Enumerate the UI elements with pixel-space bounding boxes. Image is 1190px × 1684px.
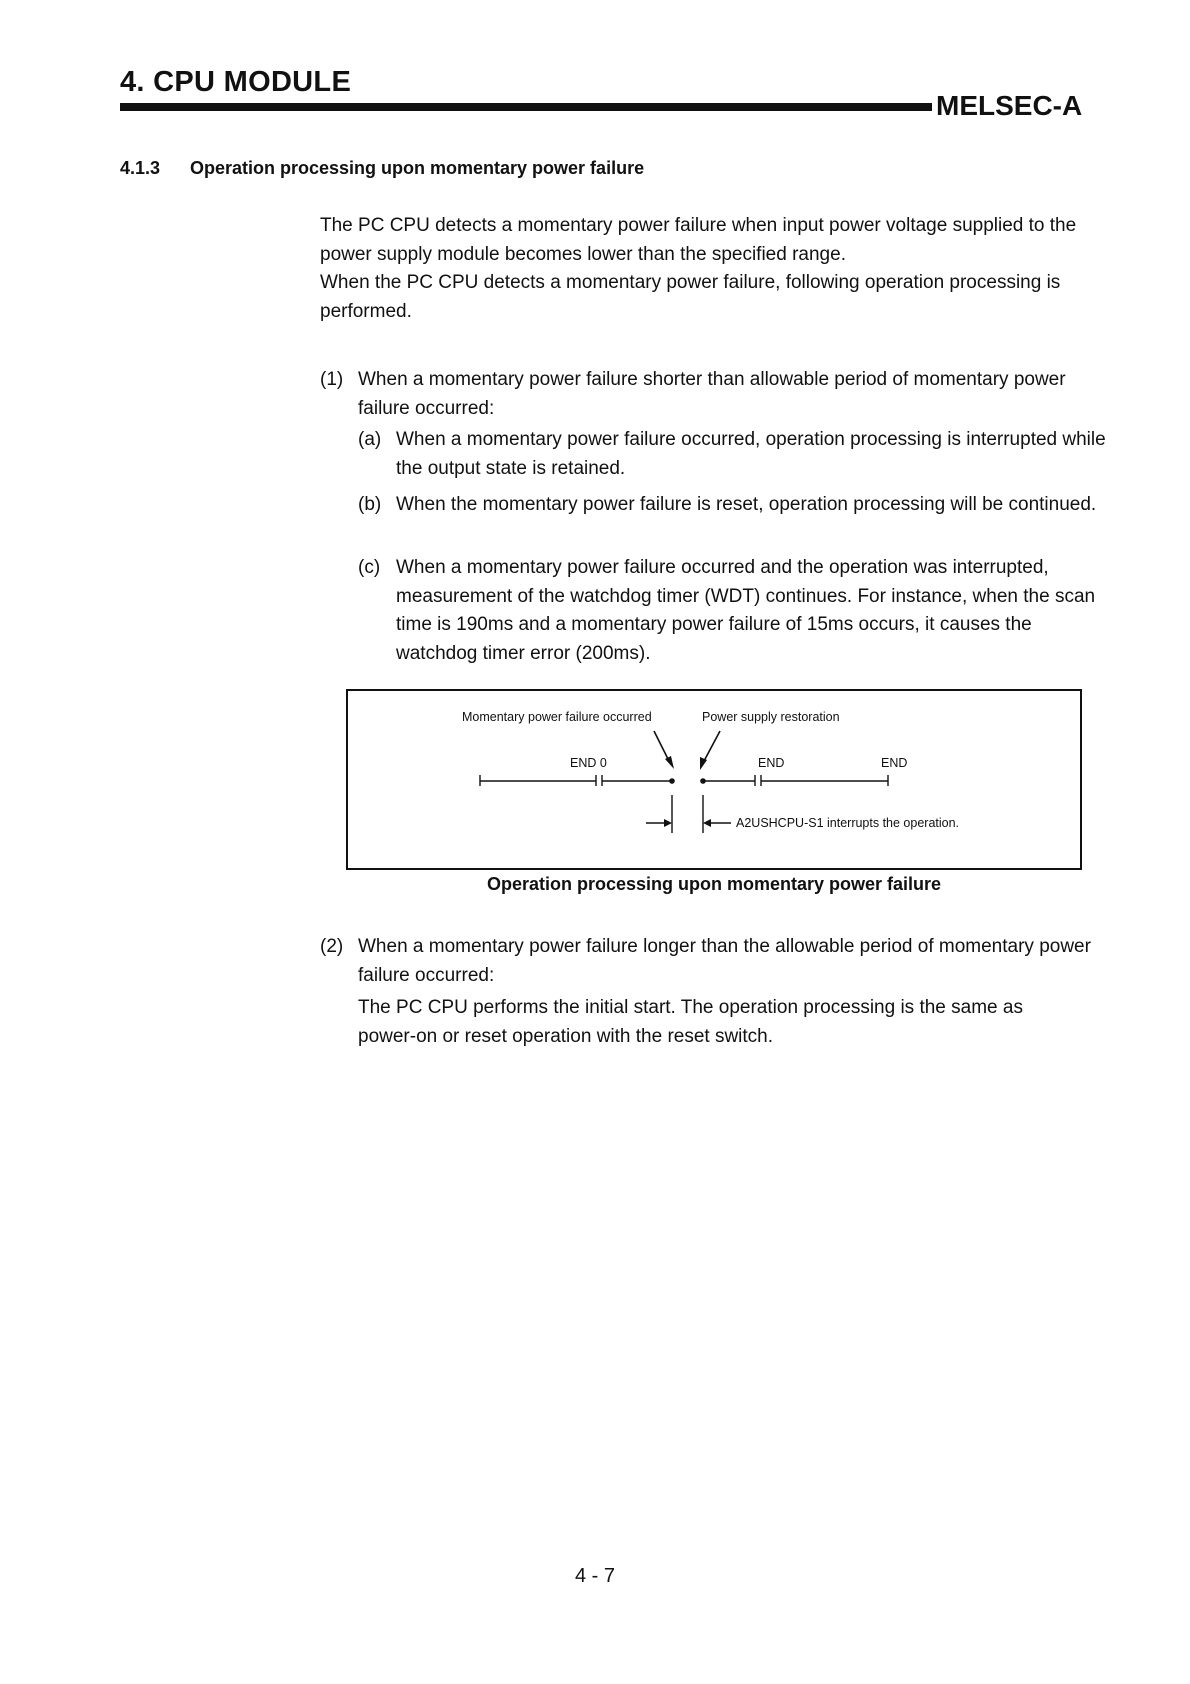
label-power-restoration: Power supply restoration [702, 710, 840, 724]
label-end-1: END [758, 756, 785, 770]
intro-text [320, 212, 1100, 326]
sub-item-text: When a momentary power failure occurred, operation processing is interrupted while the output state is retained. [396, 429, 1106, 479]
sub-item-text: When a momentary power failure occurred and the operation was interrupted, measurement of the watchdog timer (WDT) continues. For instance, when the scan time is 190ms and a momentary power failure of 15ms occurs, it causes the watchdog timer error (200ms). [396, 557, 1096, 664]
section-heading [120, 158, 644, 179]
header-rule [120, 103, 932, 111]
arrow-failure-head [665, 756, 674, 769]
label-interrupt-operation: A2USHCPU-S1 interrupts the operation. [736, 816, 960, 830]
page-number: 4 - 7 [575, 1565, 616, 1587]
label-end-2: END [881, 756, 908, 770]
interrupt-dot [669, 778, 675, 784]
bracket-left-arrow-head [664, 819, 672, 827]
label-end-0: END 0 [570, 756, 607, 770]
sub-item-marker: (a) [358, 429, 382, 450]
section-title: Operation processing upon momentary power failure [190, 158, 645, 178]
item-marker: (2) [320, 936, 344, 957]
item-2-body: The PC CPU performs the initial start. The operation processing is the same as power-on or reset operation with the reset switch. [358, 997, 1023, 1047]
intro-paragraph-2: When the PC CPU detects a momentary power failure, following operation processing is performed. [320, 272, 1061, 322]
arrow-failure-line [654, 731, 669, 761]
item-text: When a momentary power failure shorter than allowable period of momentary power failure occurred: [358, 369, 1066, 419]
section-number: 4.1.3 [120, 158, 161, 178]
brand-name: MELSEC-A [936, 90, 1083, 121]
intro-paragraph-1: The PC CPU detects a momentary power failure when input power voltage supplied to the power supply module becomes lower than the specified range. [320, 215, 1077, 265]
timing-diagram [346, 689, 1082, 870]
bracket-right-arrow-head [703, 819, 711, 827]
item-text: When a momentary power failure longer than the allowable period of momentary power failure occurred: [358, 936, 1091, 986]
item-marker: (1) [320, 369, 344, 390]
sub-item-marker: (b) [358, 494, 382, 515]
diagram-caption: Operation processing upon momentary power failure [486, 874, 942, 894]
sub-item-text: When the momentary power failure is reset, operation processing will be continued. [396, 494, 1097, 515]
chapter-title: 4. CPU MODULE [120, 66, 352, 98]
sub-item-marker: (c) [358, 557, 381, 578]
arrow-restoration-line [704, 731, 720, 761]
timing-diagram-svg [348, 691, 1080, 868]
label-power-failure: Momentary power failure occurred [462, 710, 652, 724]
